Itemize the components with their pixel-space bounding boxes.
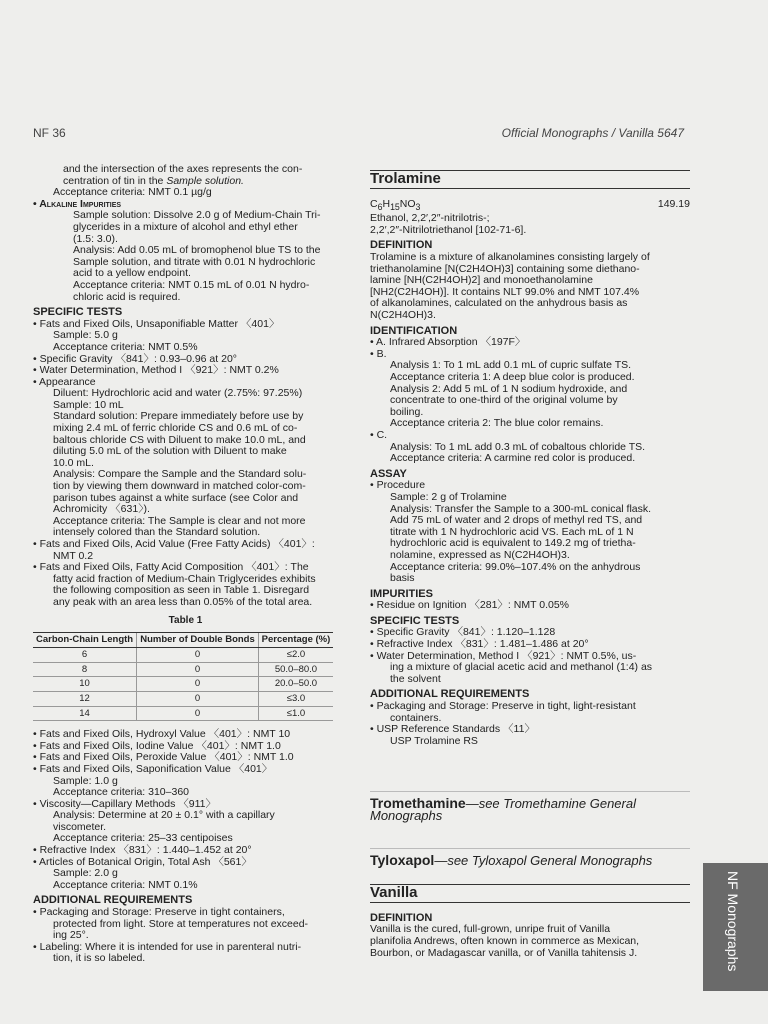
definition-body	[370, 252, 690, 322]
text-line: Trolamine is a mixture of alkanolamines consisting largely of	[370, 251, 650, 264]
text-line: protected from light. Store at temperatures not exceed-	[53, 917, 309, 930]
text-line: planifolia Andrews, often known in commerce as Mexican,	[370, 934, 640, 947]
text-line: (1.5: 3.0).	[73, 232, 118, 245]
table-header: Carbon-Chain Length	[33, 633, 137, 648]
text-line: N(C2H4OH)3.	[370, 309, 436, 322]
impurities-title: IMPURITIES	[370, 587, 433, 600]
text-line: Analysis: Determine at 20 ± 0.1° with a capillary	[53, 809, 275, 822]
left-column	[33, 164, 338, 965]
text-line: titrate with 1 N hydrochloric acid VS. Each mL of 1 N	[390, 525, 634, 538]
table-cell: ≤3.0	[258, 691, 333, 706]
text-line: ing a mixture of glacial acetic acid and methanol (1:4) as	[390, 661, 653, 674]
specific-tests-body	[370, 627, 690, 685]
text-line: • Fats and Fixed Oils, Unsaponifiable Matter 〈401〉	[33, 317, 280, 330]
text-line: hydrochloric acid is equivalent to 149.2 mg of trietha-	[390, 537, 636, 550]
text-line: Analysis: Compare the Sample and the Standard solu-	[53, 468, 307, 481]
text-line: • A. Infrared Absorption 〈197F〉	[370, 336, 526, 349]
page-header-right: Official Monographs / Vanilla 5647	[501, 126, 684, 140]
text-line: Achromicity 〈631〉).	[53, 503, 150, 516]
text-line: • Fats and Fixed Oils, Peroxide Value 〈401〉: NMT 1.0	[33, 751, 294, 764]
text-line: Vanilla is the cured, full-grown, unripe fruit of Vanilla	[370, 923, 611, 936]
text-line: • Appearance	[33, 375, 96, 388]
text-line: • Specific Gravity 〈841〉: 1.120–1.128	[370, 626, 556, 639]
chemical-name: Ethanol, 2,2′,2″-nitrilotris-;	[370, 212, 490, 225]
text-line: • Packaging and Storage: Preserve in tight containers,	[33, 906, 285, 919]
text-line: 10.0 mL.	[53, 456, 94, 469]
text-line: Sample: 5.0 g	[53, 329, 118, 342]
text-line: Diluent: Hydrochloric acid and water (2.75%: 97.25%)	[53, 387, 303, 400]
identification-body	[370, 337, 690, 465]
text-line: Acceptance criteria: NMT 0.15 mL of 0.01 N hydro-	[73, 278, 310, 291]
text-line: baltous chloride CS with Diluent to make 10.0 mL, and	[53, 433, 306, 446]
table-header: Number of Double Bonds	[137, 633, 259, 648]
text-line: [NH2(C2H4OH)]. It contains NLT 99.0% and NMT 107.4%	[370, 285, 640, 298]
acceptance-criteria: Acceptance criteria: NMT 0.1 µg/g	[53, 186, 212, 199]
text-line: • Articles of Botanical Origin, Total Ash 〈561〉	[33, 855, 252, 868]
text-line: tion by viewing them downward in matched color-com-	[53, 480, 306, 493]
text-line: Analysis: Transfer the Sample to a 300-mL conical flask.	[390, 502, 652, 515]
text-line: • Fats and Fixed Oils, Fatty Acid Composition 〈401〉: The	[33, 561, 309, 574]
text-line: Sample: 2.0 g	[53, 867, 118, 880]
intro-text: and the intersection of the axes represents the con- centration of tin in the Sample solution.	[63, 163, 303, 187]
text-line: mixing 2.4 mL of ferric chloride CS and 0.6 mL of co-	[53, 422, 298, 435]
text-line: acid to a yellow endpoint.	[73, 267, 191, 280]
text-line: diluting 5.0 mL of the solution with Diluent to make	[53, 445, 287, 458]
text-line: • Water Determination, Method I 〈921〉: NMT 0.2%	[33, 364, 279, 377]
table-row	[33, 691, 333, 706]
text-line: chloric acid is required.	[73, 290, 181, 303]
text-line: Bourbon, or Madagascar vanilla, or of Vanilla tahitensis J.	[370, 946, 638, 959]
table-cell: 0	[137, 648, 259, 663]
text-line: • Labeling: Where it is intended for use in parenteral nutri-	[33, 940, 302, 953]
specific-tests-title: SPECIFIC TESTS	[33, 306, 123, 319]
text-line: Sample solution, and titrate with 0.01 N hydrochloric	[73, 255, 316, 268]
additional-requirements-title: ADDITIONAL REQUIREMENTS	[370, 688, 530, 701]
composition-table	[33, 632, 333, 721]
text-line: Sample: 2 g of Trolamine	[390, 490, 507, 503]
text-line: lamine [NH(C2H4OH)2] and monoethanolamine	[370, 274, 593, 287]
table-cell: 0	[137, 662, 259, 677]
text-line: Acceptance criteria: The Sample is clear and not more	[53, 514, 306, 527]
text-line: • Fats and Fixed Oils, Acid Value (Free Fatty Acids) 〈401〉:	[33, 538, 315, 550]
table-cell: 6	[33, 648, 137, 663]
text-line: triethanolamine [N(C2H4OH)3] containing some diethano-	[370, 262, 640, 275]
text-line: any peak with an area less than 0.05% of the total area.	[53, 595, 313, 608]
text-line: • Residue on Ignition 〈281〉: NMT 0.05%	[370, 599, 570, 612]
text-line: Acceptance criteria: 99.0%–107.4% on the anhydrous	[390, 560, 641, 573]
monograph-title-trolamine: Trolamine	[370, 170, 690, 189]
text-line: Acceptance criteria: A carmine red color is produced.	[390, 452, 636, 465]
text-line: Analysis: Add 0.05 mL of bromophenol blue TS to the	[73, 244, 321, 257]
specific-tests-title: SPECIFIC TESTS	[370, 614, 460, 627]
table-caption: Table 1	[168, 614, 203, 626]
table-cell: 12	[33, 691, 137, 706]
text-line: • Refractive Index 〈831〉: 1.440–1.452 at 20°	[33, 844, 252, 857]
text-line: nolamine, expressed as N(C2H4OH)3.	[390, 548, 570, 561]
text-line: • B.	[370, 347, 387, 360]
text-line: NMT 0.2	[53, 549, 94, 562]
text-line: the solvent	[390, 672, 441, 685]
text-line: • Fats and Fixed Oils, Hydroxyl Value 〈401〉: NMT 10	[33, 728, 291, 741]
table-cell: 50.0–80.0	[258, 662, 333, 677]
text-line: • Procedure	[370, 479, 426, 492]
text-line: USP Trolamine RS	[390, 734, 478, 747]
definition-title: DEFINITION	[370, 911, 433, 924]
impurities-body	[370, 600, 690, 612]
text-line: tion, it is so labeled.	[53, 952, 146, 965]
text-line: boiling.	[390, 405, 424, 418]
molecular-weight: 149.19	[657, 197, 690, 210]
text-line: containers.	[390, 711, 442, 724]
section-tab: NF Monographs	[703, 863, 768, 991]
specific-tests-body	[33, 319, 338, 609]
text-line: intensely colored than the Standard solution.	[53, 526, 261, 539]
table-cell: 14	[33, 706, 137, 721]
text-line: Sample: 1.0 g	[53, 774, 118, 787]
alkaline-impurities-body	[33, 210, 338, 303]
text-line: Acceptance criteria: 25–33 centipoises	[53, 832, 233, 845]
text-line: fatty acid fraction of Medium-Chain Triglycerides exhibits	[53, 572, 316, 585]
text-line: Acceptance criteria 1: A deep blue color is produced.	[390, 371, 635, 383]
table-cell: 10	[33, 677, 137, 692]
text-line: Sample solution: Dissolve 2.0 g of Medium-Chain Tri-	[73, 209, 321, 222]
more-tests-body	[33, 729, 338, 891]
table-header: Percentage (%)	[258, 633, 333, 648]
text-line: • Refractive Index 〈831〉: 1.481–1.486 at 20°	[370, 638, 589, 651]
assay-body	[370, 480, 690, 584]
table-cell: 0	[137, 706, 259, 721]
text-line: • Packaging and Storage: Preserve in tight, light-resistant	[370, 700, 636, 713]
text-line: viscometer.	[53, 820, 107, 833]
text-line: Acceptance criteria 2: The blue color remains.	[390, 417, 604, 430]
table-cell: ≤2.0	[258, 648, 333, 663]
text-line: Acceptance criteria: NMT 0.1%	[53, 878, 198, 891]
formula-row	[370, 199, 690, 214]
table-cell: 0	[137, 691, 259, 706]
text-line: • Fats and Fixed Oils, Iodine Value 〈401〉: NMT 1.0	[33, 739, 281, 752]
text-line: Acceptance criteria: 310–360	[53, 786, 190, 799]
formula: $C_6H_{15}NO_3$	[370, 197, 421, 212]
text-line: Analysis: To 1 mL add 0.3 mL of cobaltous chloride TS.	[390, 440, 646, 453]
text-line: • Fats and Fixed Oils, Saponification Value 〈401〉	[33, 762, 273, 775]
text-line: parison tubes against a white surface (see Color and	[53, 491, 299, 504]
alkaline-impurities-title: • Alkaline Impurities	[33, 197, 122, 210]
see-tromethamine: Tromethamine—see Tromethamine General Monographs	[370, 795, 636, 823]
table-row	[33, 648, 333, 663]
chemical-name: 2,2′,2″-Nitrilotriethanol [102-71-6].	[370, 223, 527, 236]
table-row	[33, 662, 333, 677]
table-cell: ≤1.0	[258, 706, 333, 721]
text-line: Add 75 mL of water and 2 drops of methyl red TS, and	[390, 514, 643, 527]
text-line: Analysis 1: To 1 mL add 0.1 mL of cupric sulfate TS.	[390, 359, 632, 372]
text-line: • C.	[370, 428, 388, 441]
table-cell: 8	[33, 662, 137, 677]
text-line: Standard solution: Prepare immediately before use by	[53, 410, 304, 423]
text-line: Sample: 10 mL	[53, 398, 124, 411]
monograph-title-vanilla: Vanilla	[370, 884, 690, 903]
text-line: Acceptance criteria: NMT 0.5%	[53, 340, 198, 353]
text-line: • Water Determination, Method I 〈921〉: NMT 0.5%, us-	[370, 649, 637, 662]
table-cell: 20.0–50.0	[258, 677, 333, 692]
additional-requirements-body	[370, 701, 690, 747]
text-line: • Specific Gravity 〈841〉: 0.93–0.96 at 20°	[33, 352, 237, 365]
additional-requirements-body	[33, 907, 338, 965]
definition-title: DEFINITION	[370, 239, 433, 252]
table-cell: 0	[137, 677, 259, 692]
additional-requirements-title: ADDITIONAL REQUIREMENTS	[33, 894, 193, 907]
text-line: glycerides in a mixture of alcohol and ethyl ether	[73, 220, 298, 233]
see-tyloxapol: Tyloxapol—see Tyloxapol General Monographs	[370, 851, 653, 868]
right-column	[370, 164, 690, 959]
text-line: basis	[390, 572, 415, 585]
text-line: of alkanolamines, calculated on the anhydrous basis as	[370, 297, 628, 310]
text-line: Analysis 2: Add 5 mL of 1 N sodium hydroxide, and	[390, 382, 628, 395]
assay-title: ASSAY	[370, 467, 407, 480]
text-line: concentrate to one-third of the original volume by	[390, 394, 618, 407]
text-line: ing 25°.	[53, 929, 89, 942]
table-row	[33, 706, 333, 721]
definition-body	[370, 924, 690, 959]
text-line: • Viscosity—Capillary Methods 〈911〉	[33, 797, 217, 810]
table-row	[33, 677, 333, 692]
text-line: the following composition as seen in Table 1. Disregard	[53, 584, 310, 597]
identification-title: IDENTIFICATION	[370, 324, 458, 337]
page-header-left: NF 36	[33, 126, 66, 140]
text-line: • USP Reference Standards 〈11〉	[370, 723, 535, 736]
